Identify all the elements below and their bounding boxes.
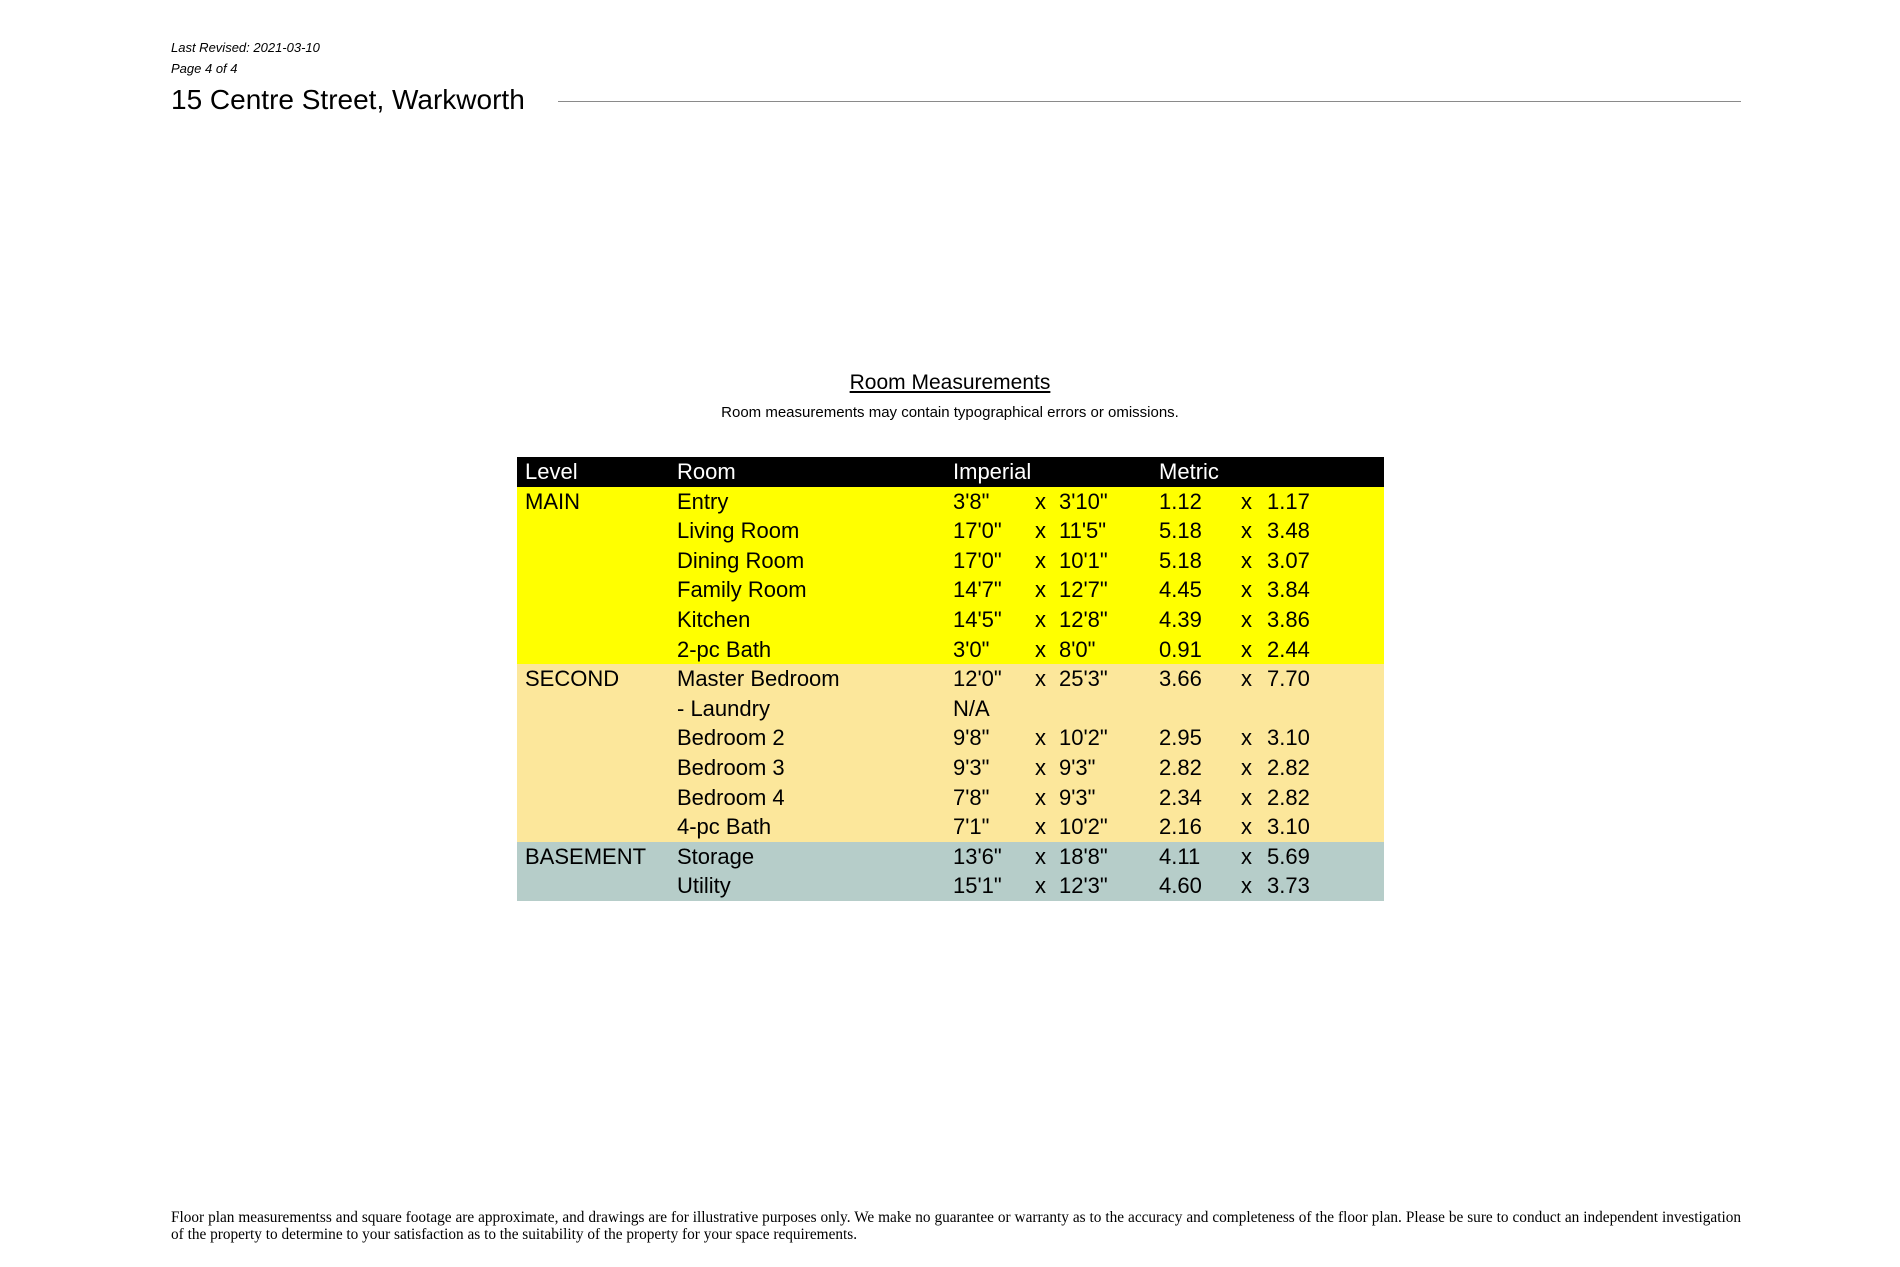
metric-times-cell: x [1241, 606, 1253, 632]
section-heading-text: Room Measurements [849, 371, 1051, 394]
metric-times-cell: x [1241, 873, 1253, 899]
metric-length-cell: 2.82 [1267, 754, 1310, 780]
disclaimer: Floor plan measurementss and square footage are approximate, and drawings are for illustrative purposes only. We make no guarantee or warranty as to the accuracy and completeness of the floor plan. Please be sure to conduct an independent investigation of the property to determine to your satisfaction as to the suitability of the property for your space requirements. [171, 1209, 1741, 1243]
imperial-times-cell: x [1035, 814, 1046, 840]
imperial-length-cell: 18'8" [1059, 843, 1108, 869]
metric-length-cell: 7.70 [1267, 666, 1310, 692]
imperial-width-cell: 7'8" [953, 784, 990, 810]
metric-times-cell: x [1241, 547, 1253, 573]
imperial-width-cell: 14'5" [953, 606, 1002, 632]
room-name-cell: Bedroom 3 [677, 754, 785, 780]
imperial-length-cell: 12'3" [1059, 873, 1108, 899]
imperial-times-cell: x [1035, 518, 1046, 544]
table-row [517, 842, 1384, 872]
metric-width-cell: 0.91 [1159, 636, 1202, 662]
level-cell [517, 723, 677, 753]
table-body [517, 487, 1384, 901]
last-revised-date: Last Revised: 2021-03-10 [171, 40, 320, 55]
table-row [517, 812, 1384, 842]
table-row [517, 546, 1384, 576]
metric-times-cell: x [1241, 754, 1253, 780]
room-measurements-table [517, 457, 1384, 901]
page-title: 15 Centre Street, Warkworth [171, 84, 525, 115]
imperial-times-cell: x [1035, 488, 1046, 514]
room-name-cell: 4-pc Bath [677, 814, 772, 840]
imperial-width-cell: 9'3" [953, 754, 990, 780]
metric-width-cell: 4.11 [1159, 843, 1201, 869]
imperial-times-cell: x [1035, 843, 1046, 869]
metric-length-cell: 3.10 [1267, 725, 1310, 751]
imperial-times-cell: x [1035, 606, 1046, 632]
imperial-width-cell: 9'8" [953, 725, 990, 751]
table-header-row [517, 457, 1384, 487]
metric-times-cell: x [1241, 666, 1253, 692]
imperial-width-cell: 17'0" [953, 547, 1002, 573]
metric-width-cell: 3.66 [1159, 666, 1202, 692]
imperial-width-cell: 14'7" [953, 577, 1002, 603]
table-row [517, 783, 1384, 813]
imperial-length-cell: 9'3" [1059, 784, 1096, 810]
metric-times-cell [1241, 694, 1267, 724]
metric-times-cell: x [1241, 843, 1253, 869]
metric-width-cell: 2.95 [1159, 725, 1202, 751]
imperial-width-cell: 3'8" [953, 488, 990, 514]
metric-length-cell: 3.48 [1267, 518, 1310, 544]
imperial-length-cell: 8'0" [1059, 636, 1096, 662]
room-name-cell: 2-pc Bath [677, 636, 772, 662]
metric-width-cell: 5.18 [1159, 518, 1202, 544]
level-cell [517, 812, 677, 842]
section-heading [0, 370, 1900, 396]
metric-times-cell: x [1241, 488, 1253, 514]
level-cell [517, 635, 677, 665]
imperial-length-cell: 25'3" [1059, 666, 1108, 692]
metric-width-cell: 2.34 [1159, 784, 1202, 810]
imperial-times-cell: x [1035, 784, 1046, 810]
room-name-cell: Living Room [677, 518, 800, 544]
imperial-times-cell: x [1035, 873, 1046, 899]
level-cell [517, 694, 677, 724]
metric-length-cell: 3.84 [1267, 577, 1310, 603]
document-header [171, 83, 1741, 119]
level-cell [517, 516, 677, 546]
imperial-width-cell: N/A [953, 695, 990, 721]
imperial-width-cell: 7'1" [953, 814, 990, 840]
room-name-cell: Family Room [677, 577, 807, 603]
room-name-cell: - Laundry [677, 695, 770, 721]
metric-times-cell: x [1241, 814, 1253, 840]
imperial-length-cell: 10'1" [1059, 547, 1108, 573]
table-row [517, 605, 1384, 635]
metric-length-cell: 3.73 [1267, 873, 1310, 899]
metric-length-cell: 3.07 [1267, 547, 1310, 573]
section-note: Room measurements may contain typographical errors or omissions. [721, 404, 1179, 421]
table-row [517, 664, 1384, 694]
level-cell [517, 871, 677, 901]
page-number: Page 4 of 4 [171, 61, 238, 76]
metric-width-cell [1159, 694, 1241, 724]
imperial-length-cell: 11'5" [1059, 518, 1107, 544]
room-name-cell: Bedroom 4 [677, 784, 785, 810]
imperial-width-cell: 12'0" [953, 666, 1002, 692]
imperial-times-cell: x [1035, 725, 1046, 751]
level-cell [517, 783, 677, 813]
imperial-times-cell: x [1035, 754, 1046, 780]
imperial-width-cell: 13'6" [953, 843, 1002, 869]
metric-length-cell: 1.17 [1267, 488, 1310, 514]
header-level: Level [525, 459, 578, 484]
table-row [517, 753, 1384, 783]
imperial-length-cell: 12'8" [1059, 606, 1108, 632]
imperial-times-cell [1035, 694, 1059, 724]
room-name-cell: Utility [677, 873, 731, 899]
room-name-cell: Master Bedroom [677, 666, 840, 692]
metric-times-cell: x [1241, 636, 1253, 662]
metric-times-cell: x [1241, 784, 1253, 810]
metric-width-cell: 4.39 [1159, 606, 1202, 632]
header-room: Room [677, 459, 736, 484]
metric-length-cell [1267, 694, 1384, 724]
imperial-length-cell: 12'7" [1059, 577, 1108, 603]
imperial-length-cell: 3'10" [1059, 488, 1108, 514]
metric-times-cell: x [1241, 725, 1253, 751]
table-row [517, 871, 1384, 901]
metric-width-cell: 5.18 [1159, 547, 1202, 573]
table-row [517, 694, 1384, 724]
title-divider [558, 101, 1741, 102]
room-name-cell: Bedroom 2 [677, 725, 785, 751]
metric-width-cell: 4.45 [1159, 577, 1202, 603]
room-name-cell: Kitchen [677, 606, 751, 632]
room-name-cell: Entry [677, 488, 729, 514]
imperial-times-cell: x [1035, 577, 1046, 603]
table-row [517, 516, 1384, 546]
metric-times-cell: x [1241, 577, 1253, 603]
header-metric: Metric [1159, 459, 1219, 484]
metric-width-cell: 2.16 [1159, 814, 1202, 840]
imperial-times-cell: x [1035, 547, 1046, 573]
metric-width-cell: 4.60 [1159, 873, 1202, 899]
imperial-times-cell: x [1035, 666, 1046, 692]
imperial-width-cell: 3'0" [953, 636, 990, 662]
room-name-cell: Storage [677, 843, 755, 869]
imperial-times-cell: x [1035, 636, 1046, 662]
room-name-cell: Dining Room [677, 547, 805, 573]
table-row [517, 635, 1384, 665]
metric-length-cell: 3.10 [1267, 814, 1310, 840]
imperial-length-cell: 10'2" [1059, 814, 1108, 840]
table-row [517, 723, 1384, 753]
imperial-length-cell: 9'3" [1059, 754, 1096, 780]
level-cell: SECOND [525, 666, 620, 692]
metric-times-cell: x [1241, 518, 1253, 544]
metric-length-cell: 5.69 [1267, 843, 1310, 869]
metric-length-cell: 2.82 [1267, 784, 1310, 810]
imperial-width-cell: 15'1" [953, 873, 1002, 899]
table-row [517, 487, 1384, 517]
table-row [517, 575, 1384, 605]
metric-width-cell: 2.82 [1159, 754, 1202, 780]
level-cell [517, 753, 677, 783]
level-cell [517, 575, 677, 605]
metric-length-cell: 2.44 [1267, 636, 1310, 662]
metric-length-cell: 3.86 [1267, 606, 1310, 632]
imperial-length-cell: 10'2" [1059, 725, 1108, 751]
level-cell [517, 605, 677, 635]
level-cell: MAIN [525, 488, 580, 514]
imperial-length-cell [1059, 694, 1159, 724]
imperial-width-cell: 17'0" [953, 518, 1002, 544]
level-cell [517, 546, 677, 576]
level-cell: BASEMENT [525, 843, 647, 869]
metric-width-cell: 1.12 [1159, 488, 1202, 514]
header-imperial: Imperial [953, 459, 1032, 484]
